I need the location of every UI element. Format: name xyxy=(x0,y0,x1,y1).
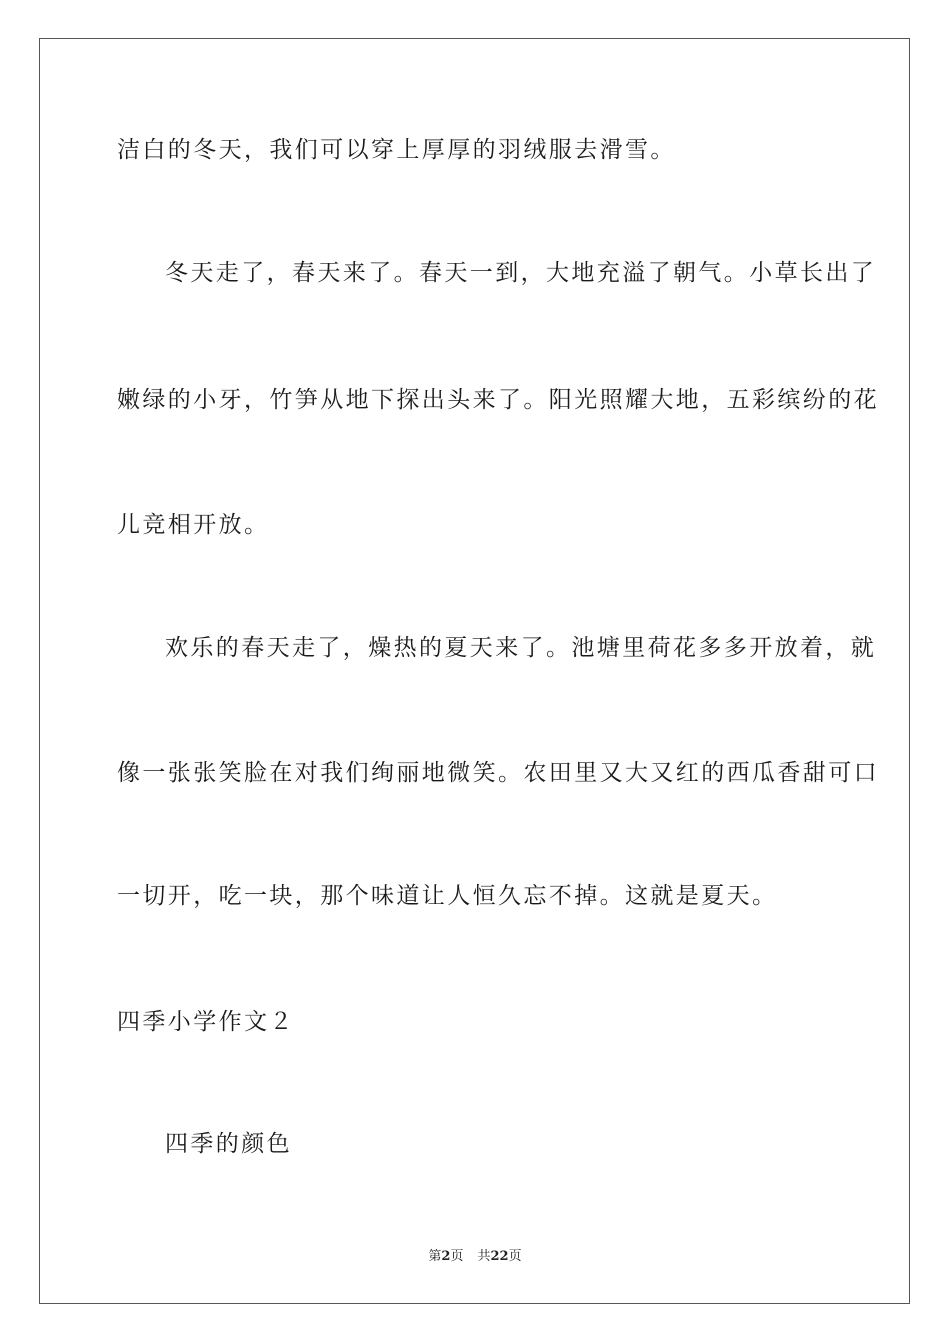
page-prefix: 第 xyxy=(428,1249,442,1264)
page-border xyxy=(39,38,910,1304)
total-prefix: 共 xyxy=(477,1249,491,1264)
total-pages: 22 xyxy=(490,1249,509,1264)
text-line-5: 欢乐的春天走了，燥热的夏天来了。池塘里荷花多多开放着，就 xyxy=(165,635,877,661)
page-footer xyxy=(0,1248,950,1266)
page-number: 2 xyxy=(441,1249,451,1264)
text-line-2: 冬天走了，春天来了。春天一到，大地充溢了朝气。小草长出了 xyxy=(165,260,877,286)
text-line-6: 像一张张笑脸在对我们绚丽地微笑。农田里又大又红的西瓜香甜可口 xyxy=(117,760,879,786)
text-line-7: 一切开，吃一块，那个味道让人恒久忘不掉。这就是夏天。 xyxy=(117,883,778,909)
text-line-4: 儿竞相开放。 xyxy=(117,512,270,538)
text-line-3: 嫩绿的小牙，竹笋从地下探出头来了。阳光照耀大地，五彩缤纷的花 xyxy=(117,387,879,413)
page-suffix: 页 xyxy=(450,1249,464,1264)
total-suffix: 页 xyxy=(508,1249,522,1264)
essay-title: 四季的颜色 xyxy=(165,1131,292,1157)
text-line-1: 洁白的冬天，我们可以穿上厚厚的羽绒服去滑雪。 xyxy=(117,137,676,163)
section-heading: 四季小学作文２ xyxy=(117,1009,295,1035)
